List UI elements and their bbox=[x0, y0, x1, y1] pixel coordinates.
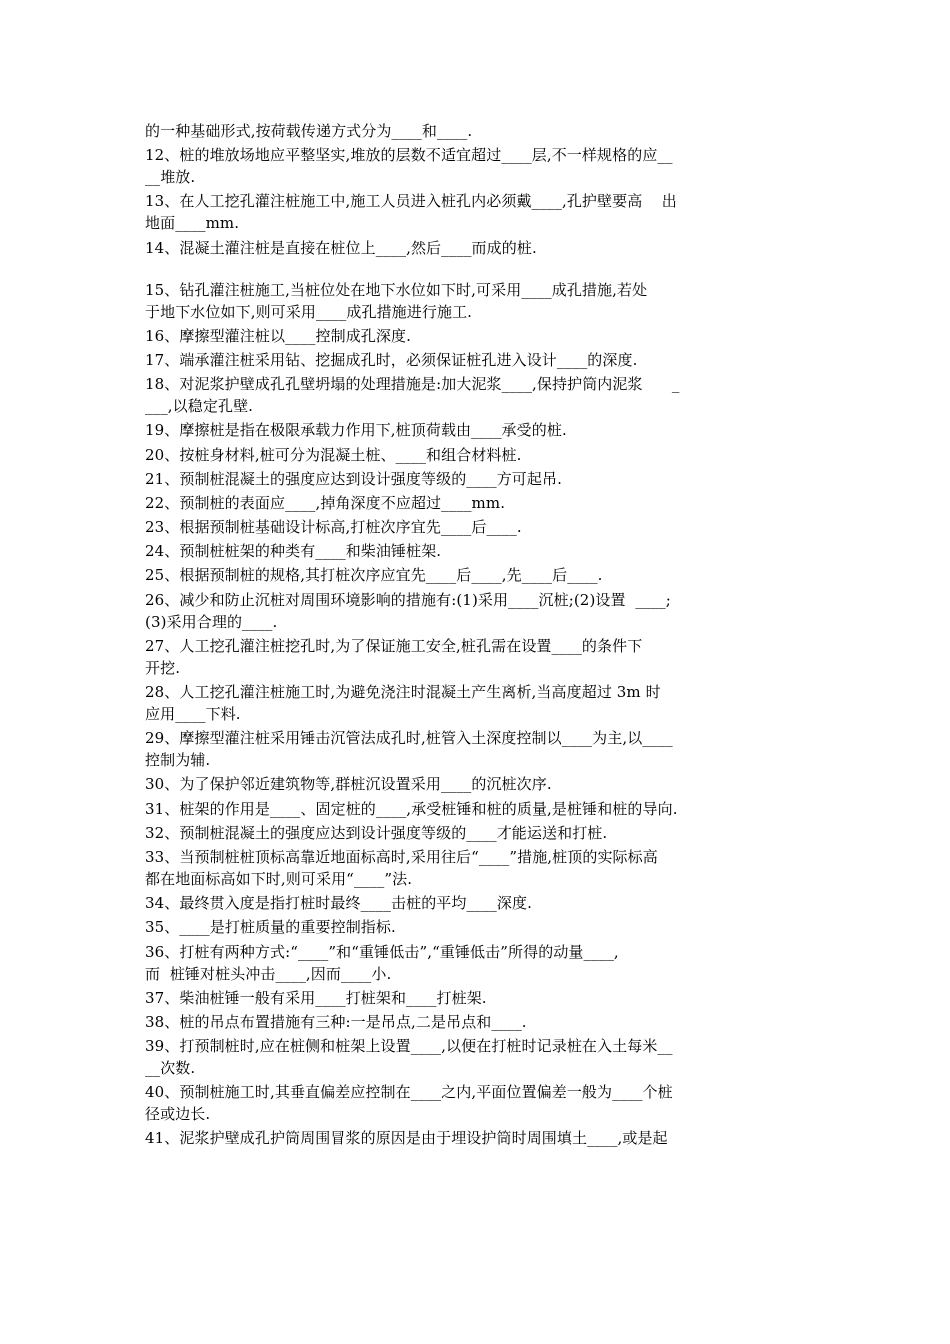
question-paragraph bbox=[145, 144, 810, 188]
document-body bbox=[145, 120, 810, 1152]
text-line: 26、减少和防止沉桩对周围环境影响的措施有:(1)采用____沉桩;(2)设置 ____; bbox=[145, 590, 671, 609]
question-paragraph bbox=[145, 916, 810, 938]
text-line: 32、预制桩混凝土的强度应达到设计强度等级的____才能运送和打桩. bbox=[145, 823, 608, 842]
question-paragraph bbox=[145, 468, 810, 490]
question-paragraph bbox=[145, 1011, 810, 1033]
text-line: 30、为了保护邻近建筑物等,群桩沉设置采用____的沉桩次序. bbox=[145, 775, 552, 794]
text-line: 35、____是打桩质量的重要控制指标. bbox=[145, 918, 396, 937]
text-line: (3)采用合理的____. bbox=[145, 612, 278, 631]
text-line: 29、摩擦型灌注桩采用锤击沉管法成孔时,桩管入土深度控制以____为主,以____ bbox=[145, 729, 673, 748]
text-line: 40、预制桩施工时,其垂直偏差应控制在____之内,平面位置偏差一般为____个桩 bbox=[145, 1083, 673, 1102]
question-paragraph bbox=[145, 279, 810, 323]
question-paragraph bbox=[145, 1035, 810, 1079]
question-paragraph bbox=[145, 1081, 810, 1125]
question-paragraph bbox=[145, 773, 810, 795]
text-line: 而 桩锤对桩头冲击____,因而____小. bbox=[145, 964, 392, 983]
question-paragraph bbox=[145, 987, 810, 1009]
question-paragraph bbox=[145, 540, 810, 562]
text-line: 16、摩擦型灌注桩以____控制成孔深度. bbox=[145, 326, 411, 345]
text-line: 的一种基础形式,按荷载传递方式分为____和____. bbox=[145, 122, 473, 140]
text-line: 33、当预制桩桩顶标高靠近地面标高时,采用往后“____”措施,桩顶的实际标高 bbox=[145, 847, 658, 866]
question-paragraph bbox=[145, 325, 810, 347]
text-line: 23、根据预制桩基础设计标高,打桩次序宜先____后____. bbox=[145, 518, 522, 537]
text-line: 控制为辅. bbox=[145, 751, 211, 770]
text-line: 36、打桩有两种方式:“____”和“重锤低击”,“重锤低击”所得的动量____, bbox=[145, 942, 619, 961]
question-paragraph bbox=[145, 373, 810, 417]
text-line: 21、预制桩混凝土的强度应达到设计强度等级的____方可起吊. bbox=[145, 469, 562, 488]
text-line: 开挖. bbox=[145, 658, 181, 677]
text-line: 18、对泥浆护壁成孔孔壁坍塌的处理措施是:加大泥浆____,保持护筒内泥浆 _ bbox=[145, 375, 680, 394]
text-line: 22、预制桩的表面应____,掉角深度不应超过____mm. bbox=[145, 493, 506, 512]
text-line: 都在地面标高如下时,则可采用“____”法. bbox=[145, 869, 413, 888]
question-paragraph bbox=[145, 892, 810, 914]
text-line: 径或边长. bbox=[145, 1105, 211, 1124]
question-paragraph bbox=[145, 120, 810, 142]
text-line: 于地下水位如下,则可采用____成孔措施进行施工. bbox=[145, 302, 473, 321]
text-line: 27、人工挖孔灌注桩挖孔时,为了保证施工安全,桩孔需在设置____的条件下 bbox=[145, 636, 643, 655]
text-line: 39、打预制桩时,应在桩侧和桩架上设置____,以便在打桩时记录桩在入土每米__ bbox=[145, 1037, 673, 1056]
text-line: 28、人工挖孔灌注桩施工时,为避免浇注时混凝土产生离析,当高度超过 3m 时 bbox=[145, 683, 661, 701]
question-paragraph bbox=[145, 444, 810, 466]
text-line: 41、泥浆护壁成孔护筒周围冒浆的原因是由于埋设护筒时周围填土____,或是起 bbox=[145, 1129, 668, 1148]
question-paragraph bbox=[145, 798, 810, 820]
text-line: 24、预制桩桩架的种类有____和柴油锤桩架. bbox=[145, 542, 442, 561]
text-line: __次数. bbox=[145, 1059, 196, 1078]
question-paragraph bbox=[145, 564, 810, 586]
question-paragraph bbox=[145, 1127, 810, 1149]
question-paragraph bbox=[145, 349, 810, 371]
question-paragraph bbox=[145, 846, 810, 890]
question-paragraph bbox=[145, 516, 810, 538]
text-line: __堆放. bbox=[145, 168, 196, 187]
text-line: 25、根据预制桩的规格,其打桩次序应宜先____后____,先____后____. bbox=[145, 566, 603, 585]
question-paragraph bbox=[145, 419, 810, 441]
question-paragraph bbox=[145, 589, 810, 633]
question-paragraph bbox=[145, 190, 810, 234]
question-paragraph bbox=[145, 492, 810, 514]
question-paragraph bbox=[145, 822, 810, 844]
text-line: 15、钻孔灌注桩施工,当桩位处在地下水位如下时,可采用____成孔措施,若处 bbox=[145, 280, 648, 299]
text-line: 地面____mm. bbox=[145, 214, 240, 233]
text-line: 12、桩的堆放场地应平整坚实,堆放的层数不适宜超过____层,不一样规格的应__ bbox=[145, 146, 673, 165]
question-paragraph bbox=[145, 727, 810, 771]
question-paragraph bbox=[145, 681, 810, 725]
text-line: 17、端承灌注桩采用钻、挖掘成孔时，必须保证桩孔进入设计____的深度. bbox=[145, 350, 638, 369]
text-line: 38、桩的吊点布置措施有三种:一是吊点,二是吊点和____. bbox=[145, 1012, 527, 1031]
text-line: 34、最终贯入度是指打桩时最终____击桩的平均____深度. bbox=[145, 894, 532, 913]
question-paragraph bbox=[145, 941, 810, 985]
question-paragraph bbox=[145, 237, 810, 259]
text-line: 37、柴油桩锤一般有采用____打桩架和____打桩架. bbox=[145, 988, 487, 1007]
text-line: 应用____下料. bbox=[145, 705, 241, 723]
question-paragraph bbox=[145, 635, 810, 679]
text-line: 20、按桩身材料,桩可分为混凝土桩、____和组合材料桩. bbox=[145, 445, 522, 464]
text-line: 13、在人工挖孔灌注桩施工中,施工人员进入桩孔内必须戴____,孔护壁要高 出 bbox=[145, 192, 677, 211]
text-line: 19、摩擦桩是指在极限承载力作用下,桩顶荷载由____承受的桩. bbox=[145, 421, 567, 440]
text-line: 31、桩架的作用是____、固定桩的____,承受桩锤和桩的质量,是桩锤和桩的导向. bbox=[145, 799, 678, 818]
text-line: 14、混凝土灌注桩是直接在桩位上____,然后____而成的桩. bbox=[145, 238, 537, 257]
text-line: ___,以稳定孔壁. bbox=[145, 397, 254, 416]
